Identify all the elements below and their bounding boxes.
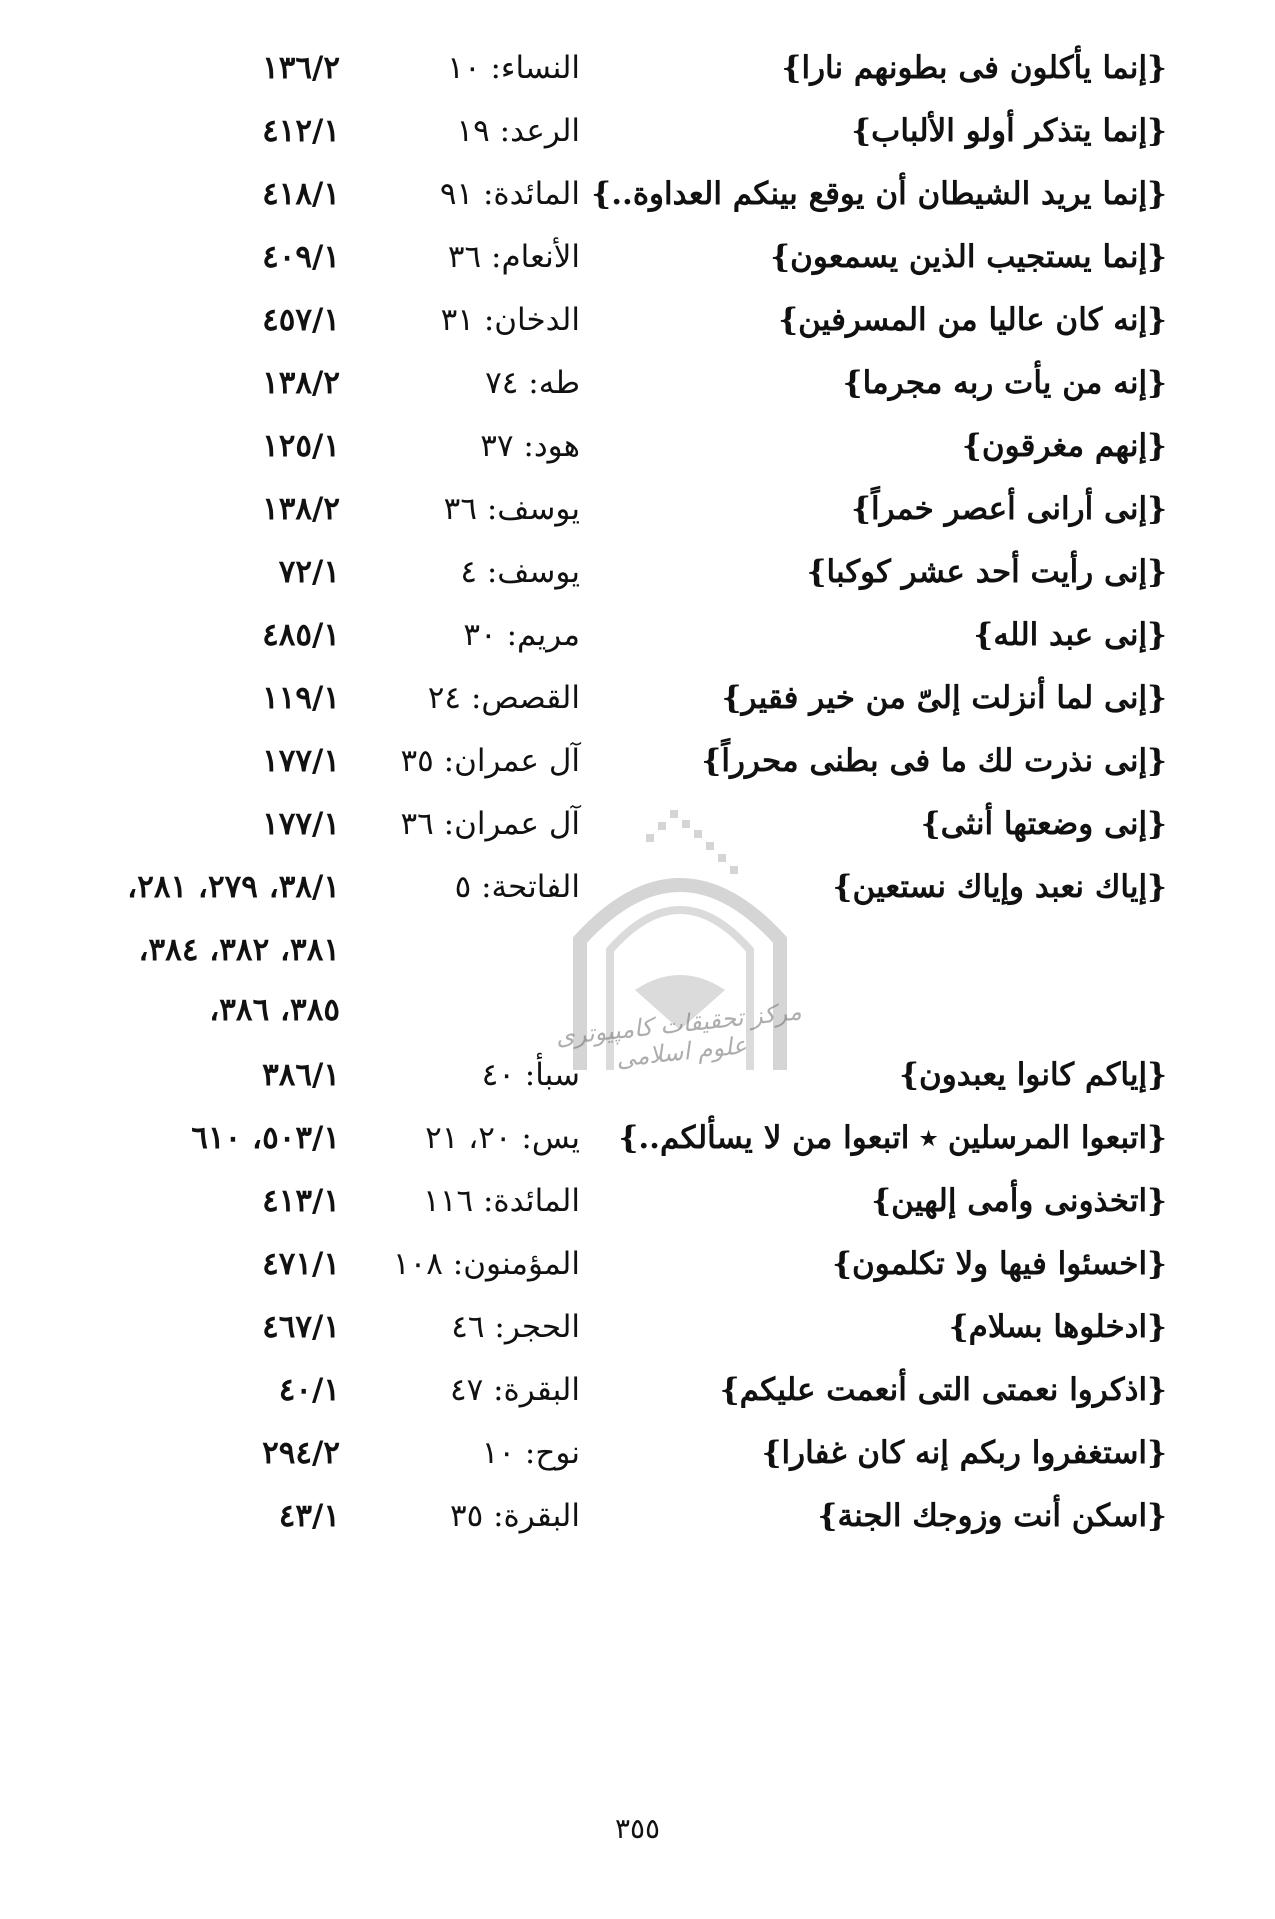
page-reference: ٤١٢/١: [262, 113, 340, 149]
verse-text: {اخسئوا فيها ولا تكلمون}: [832, 1246, 1167, 1282]
verse-text: {إنما يريد الشيطان أن يوقع بينكم العداوة..}: [591, 176, 1167, 212]
index-entry: [0, 731, 1275, 791]
index-entry: [0, 794, 1275, 854]
verse-text: {إنما يأكلون فى بطونهم نارا}: [781, 50, 1167, 86]
surah-source: نوح: ١٠: [481, 1435, 580, 1471]
index-entry: [0, 290, 1275, 350]
page-reference: ١٣٨/٢: [262, 365, 340, 401]
page-reference: ٤٦٧/١: [262, 1309, 340, 1345]
verse-text: {إنما يتذكر أولو الألباب}: [851, 113, 1167, 149]
page-reference: ٢٩٤/٢: [262, 1435, 340, 1471]
page-reference: ١١٩/١: [262, 680, 340, 716]
index-entry: [0, 101, 1275, 161]
surah-source: المائدة: ٩١: [439, 176, 580, 212]
verse-text: {استغفروا ربكم إنه كان غفارا}: [761, 1435, 1167, 1471]
verse-text: {إنه من يأت ربه مجرما}: [842, 365, 1167, 401]
index-entry: [0, 38, 1275, 98]
page-reference: ٤١٨/١: [262, 176, 340, 212]
page-reference: ٣٨/١، ٢٧٩، ٢٨١،: [127, 869, 340, 905]
verse-text: {إنى عبد الله}: [973, 617, 1167, 653]
verse-text: {إنما يستجيب الذين يسمعون}: [770, 239, 1167, 275]
page-reference: ٤٨٥/١: [262, 617, 340, 653]
reference-continuation: [0, 920, 1275, 980]
verse-text: {اتخذونى وأمى إلهين}: [871, 1183, 1167, 1219]
page-reference: ١٧٧/١: [262, 806, 340, 842]
verse-text: {ادخلوها بسلام}: [948, 1309, 1167, 1345]
index-entry: [0, 353, 1275, 413]
index-entry: [0, 857, 1275, 917]
index-entry: [0, 479, 1275, 539]
surah-source: الفاتحة: ٥: [454, 869, 580, 905]
watermark-text: مرکز تحقیقات کامپیوتری علوم اسلامی: [554, 997, 803, 1073]
surah-source: المائدة: ١١٦: [423, 1183, 580, 1219]
surah-source: آل عمران: ٣٥: [400, 743, 580, 779]
page-reference: ٤٠/١: [278, 1372, 340, 1408]
verse-text: {إنى وضعتها أنثى}: [920, 806, 1167, 842]
index-entry: [0, 668, 1275, 728]
verse-text: {إياكم كانوا يعبدون}: [899, 1057, 1167, 1093]
page-reference: ١٢٥/١: [262, 428, 340, 464]
page-reference: ٤١٣/١: [262, 1183, 340, 1219]
index-entry: [0, 1234, 1275, 1294]
verse-text: {اذكروا نعمتى التى أنعمت عليكم}: [719, 1372, 1167, 1408]
index-entry: [0, 542, 1275, 602]
surah-source: يس: ٢٠، ٢١: [425, 1120, 580, 1156]
page-reference: ٣٨٦/١: [262, 1057, 340, 1093]
page-reference: ٤٧١/١: [262, 1246, 340, 1282]
surah-source: القصص: ٢٤: [427, 680, 580, 716]
index-entry: [0, 416, 1275, 476]
verse-text: {إنهم مغرقون}: [961, 428, 1167, 464]
page-reference: ١٣٨/٢: [262, 491, 340, 527]
verse-text: {إنى لما أنزلت إلىّ من خير فقير}: [721, 680, 1167, 716]
index-entry: [0, 605, 1275, 665]
page-number: ٣٥٥: [614, 1812, 661, 1845]
verse-text: {اسكن أنت وزوجك الجنة}: [817, 1498, 1167, 1534]
surah-source: مريم: ٣٠: [463, 617, 580, 653]
surah-source: آل عمران: ٣٦: [400, 806, 580, 842]
surah-source: الرعد: ١٩: [456, 113, 580, 149]
surah-source: النساء: ١٠: [447, 50, 580, 86]
page-reference: ٣٨٥، ٣٨٦،: [209, 992, 340, 1028]
verse-text: {إياك نعبد وإياك نستعين}: [832, 869, 1167, 905]
verse-text: {إنه كان عاليا من المسرفين}: [778, 302, 1167, 338]
surah-source: البقرة: ٤٧: [449, 1372, 580, 1408]
index-entry: [0, 1297, 1275, 1357]
index-entry: [0, 1108, 1275, 1168]
surah-source: الدخان: ٣١: [440, 302, 580, 338]
page-reference: ٤٣/١: [278, 1498, 340, 1534]
surah-source: هود: ٣٧: [480, 428, 580, 464]
page-reference: ٧٢/١: [278, 554, 340, 590]
verse-text: {إنى أرانى أعصر خمراً}: [851, 491, 1167, 527]
index-entry: [0, 1423, 1275, 1483]
surah-source: سبأ: ٤٠: [481, 1057, 580, 1093]
index-entry: [0, 1360, 1275, 1420]
verse-text: {إنى رأيت أحد عشر كوكبا}: [806, 554, 1167, 590]
verse-text: {إنى نذرت لك ما فى بطنى محرراً}: [701, 743, 1167, 779]
surah-source: الحجر: ٤٦: [451, 1309, 580, 1345]
index-entry: [0, 227, 1275, 287]
surah-source: البقرة: ٣٥: [449, 1498, 580, 1534]
index-entry: [0, 1486, 1275, 1546]
surah-source: يوسف: ٤: [460, 554, 580, 590]
index-entry: [0, 1045, 1275, 1105]
reference-continuation: [0, 980, 1275, 1040]
page-reference: ١٧٧/١: [262, 743, 340, 779]
surah-source: الأنعام: ٣٦: [447, 239, 580, 275]
index-entry: [0, 1171, 1275, 1231]
index-entry: [0, 164, 1275, 224]
surah-source: طه: ٧٤: [485, 365, 580, 401]
page-reference: ٥٠٣/١، ٦١٠: [191, 1120, 340, 1156]
surah-source: يوسف: ٣٦: [443, 491, 580, 527]
page-reference: ١٣٦/٢: [262, 50, 340, 86]
page-reference: ٤٥٧/١: [262, 302, 340, 338]
page-reference: ٤٠٩/١: [262, 239, 340, 275]
verse-text: {اتبعوا المرسلين ٭ اتبعوا من لا يسألكم..}: [618, 1120, 1167, 1156]
page-reference: ٣٨١، ٣٨٢، ٣٨٤،: [138, 932, 340, 968]
surah-source: المؤمنون: ١٠٨: [393, 1246, 580, 1282]
